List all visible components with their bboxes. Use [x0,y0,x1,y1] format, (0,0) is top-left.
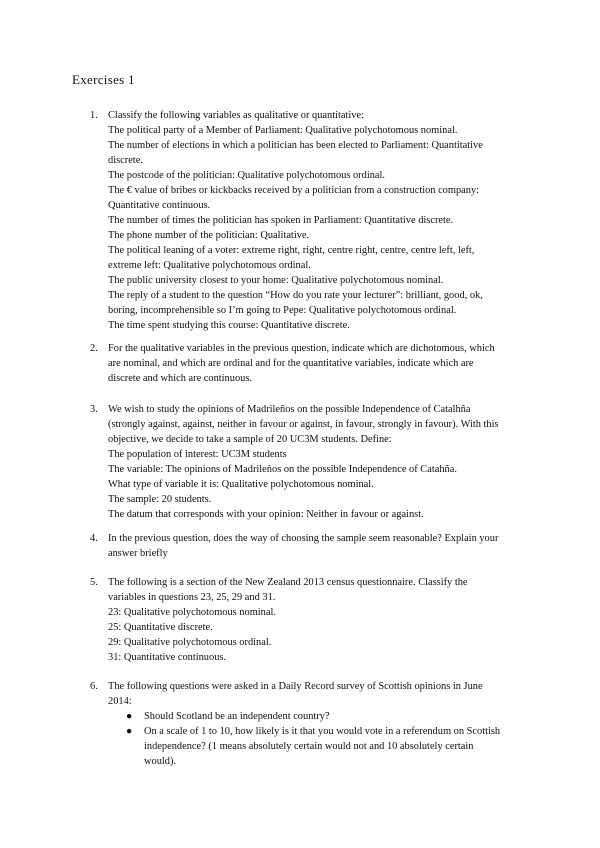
question-number: 1. [90,110,98,121]
question-4 [90,531,540,561]
text-line: The sample: 20 students. [108,494,212,505]
question-number: 4. [90,533,98,544]
text-line: 25: Quantitative discrete. [108,622,213,633]
question-body [108,575,540,665]
text-line: The political party of a Member of Parliament: Qualitative polychotomous nominal. [108,125,458,136]
text-line: For the qualitative variables in the previous question, indicate which are dichotomous, which [108,343,495,354]
text-line: discrete. [108,155,143,166]
text-line: 29: Qualitative polychotomous ordinal. [108,637,272,648]
question-number: 6. [90,681,98,692]
text-line: What type of variable it is: Qualitative polychotomous nominal. [108,479,374,490]
text-line: The following is a section of the New Zealand 2013 census questionnaire. Classify the [108,577,468,588]
bullet-item [108,709,540,724]
question-1 [90,108,540,333]
question-2 [90,341,540,386]
text-line: would). [144,756,177,767]
text-line: 31: Quantitative continuous. [108,652,227,663]
question-body [108,531,540,561]
text-line: answer briefly [108,548,168,559]
text-line: The following questions were asked in a Daily Record survey of Scottish opinions in June [108,681,483,692]
text-line: 23: Qualitative polychotomous nominal. [108,607,276,618]
text-line: variables in questions 23, 25, 29 and 31. [108,592,276,603]
text-line: 2014: [108,696,132,707]
text-line: The number of times the politician has spoken in Parliament: Quantitative discrete. [108,215,454,226]
text-line: The reply of a student to the question “How do you rate your lecturer”: brilliant, good, ok, [108,290,483,301]
text-line: The datum that corresponds with your opinion: Neither in favour or against. [108,509,424,520]
text-line: Quantitative continuous. [108,200,211,211]
text-line: We wish to study the opinions of Madrileños on the possible Independence of Catalhña [108,404,471,415]
text-line: The population of interest: UC3M students [108,449,287,460]
question-number: 3. [90,404,98,415]
text-line: Classify the following variables as qualitative or quantitative: [108,110,364,121]
text-line: objective, we decide to take a sample of 20 UC3M students. Define: [108,434,392,445]
question-body [108,402,540,522]
text-line: extreme left: Qualitative polychotomous ordinal. [108,260,311,271]
text-line: The number of elections in which a politician has been elected to Parliament: Quantitative [108,140,483,151]
text-line: The € value of bribes or kickbacks received by a politician from a construction company: [108,185,480,196]
document-title: Exercises 1 [72,72,135,87]
bullet-list [108,709,540,769]
question-6 [90,679,540,769]
bullet-item [108,724,540,769]
text-line: The political leaning of a voter: extreme right, right, centre right, centre, centre left, left, [108,245,475,256]
text-line: are nominal, and which are ordinal and for the quantitative variables, indicate which are [108,358,474,369]
question-body [108,341,540,386]
question-body [108,679,540,769]
text-line: In the previous question, does the way of choosing the sample seem reasonable? Explain your [108,533,499,544]
question-number: 5. [90,577,98,588]
text-line: The public university closest to your home: Qualitative polychotomous nominal. [108,275,444,286]
text-line: The phone number of the politician: Qualitative. [108,230,310,241]
question-number: 2. [90,343,98,354]
text-line: boring, incomprehensible so I’m going to Pepe: Qualitative polychotomous ordinal. [108,305,457,316]
bullet-icon: ● [126,726,133,737]
text-line: discrete and which are continuous. [108,373,252,384]
bullet-icon: ● [126,711,133,722]
question-3 [90,402,540,522]
question-body [108,108,540,333]
text-line: (strongly against, against, neither in favour or against, in favour, strongly in favour). With this [108,419,499,430]
question-5 [90,575,540,665]
text-line: The variable: The opinions of Madrileños on the possible Independence of Catahña. [108,464,457,475]
text-line: independence? (1 means absolutely certain would not and 10 absolutely certain [144,741,474,752]
text-line: The time spent studying this course: Quantitative discrete. [108,320,350,331]
text-line: The postcode of the politician: Qualitative polychotomous ordinal. [108,170,386,181]
text-line: Should Scotland be an independent country? [144,711,330,722]
text-line: On a scale of 1 to 10, how likely is it that you would vote in a referendum on Scottish [144,726,501,737]
